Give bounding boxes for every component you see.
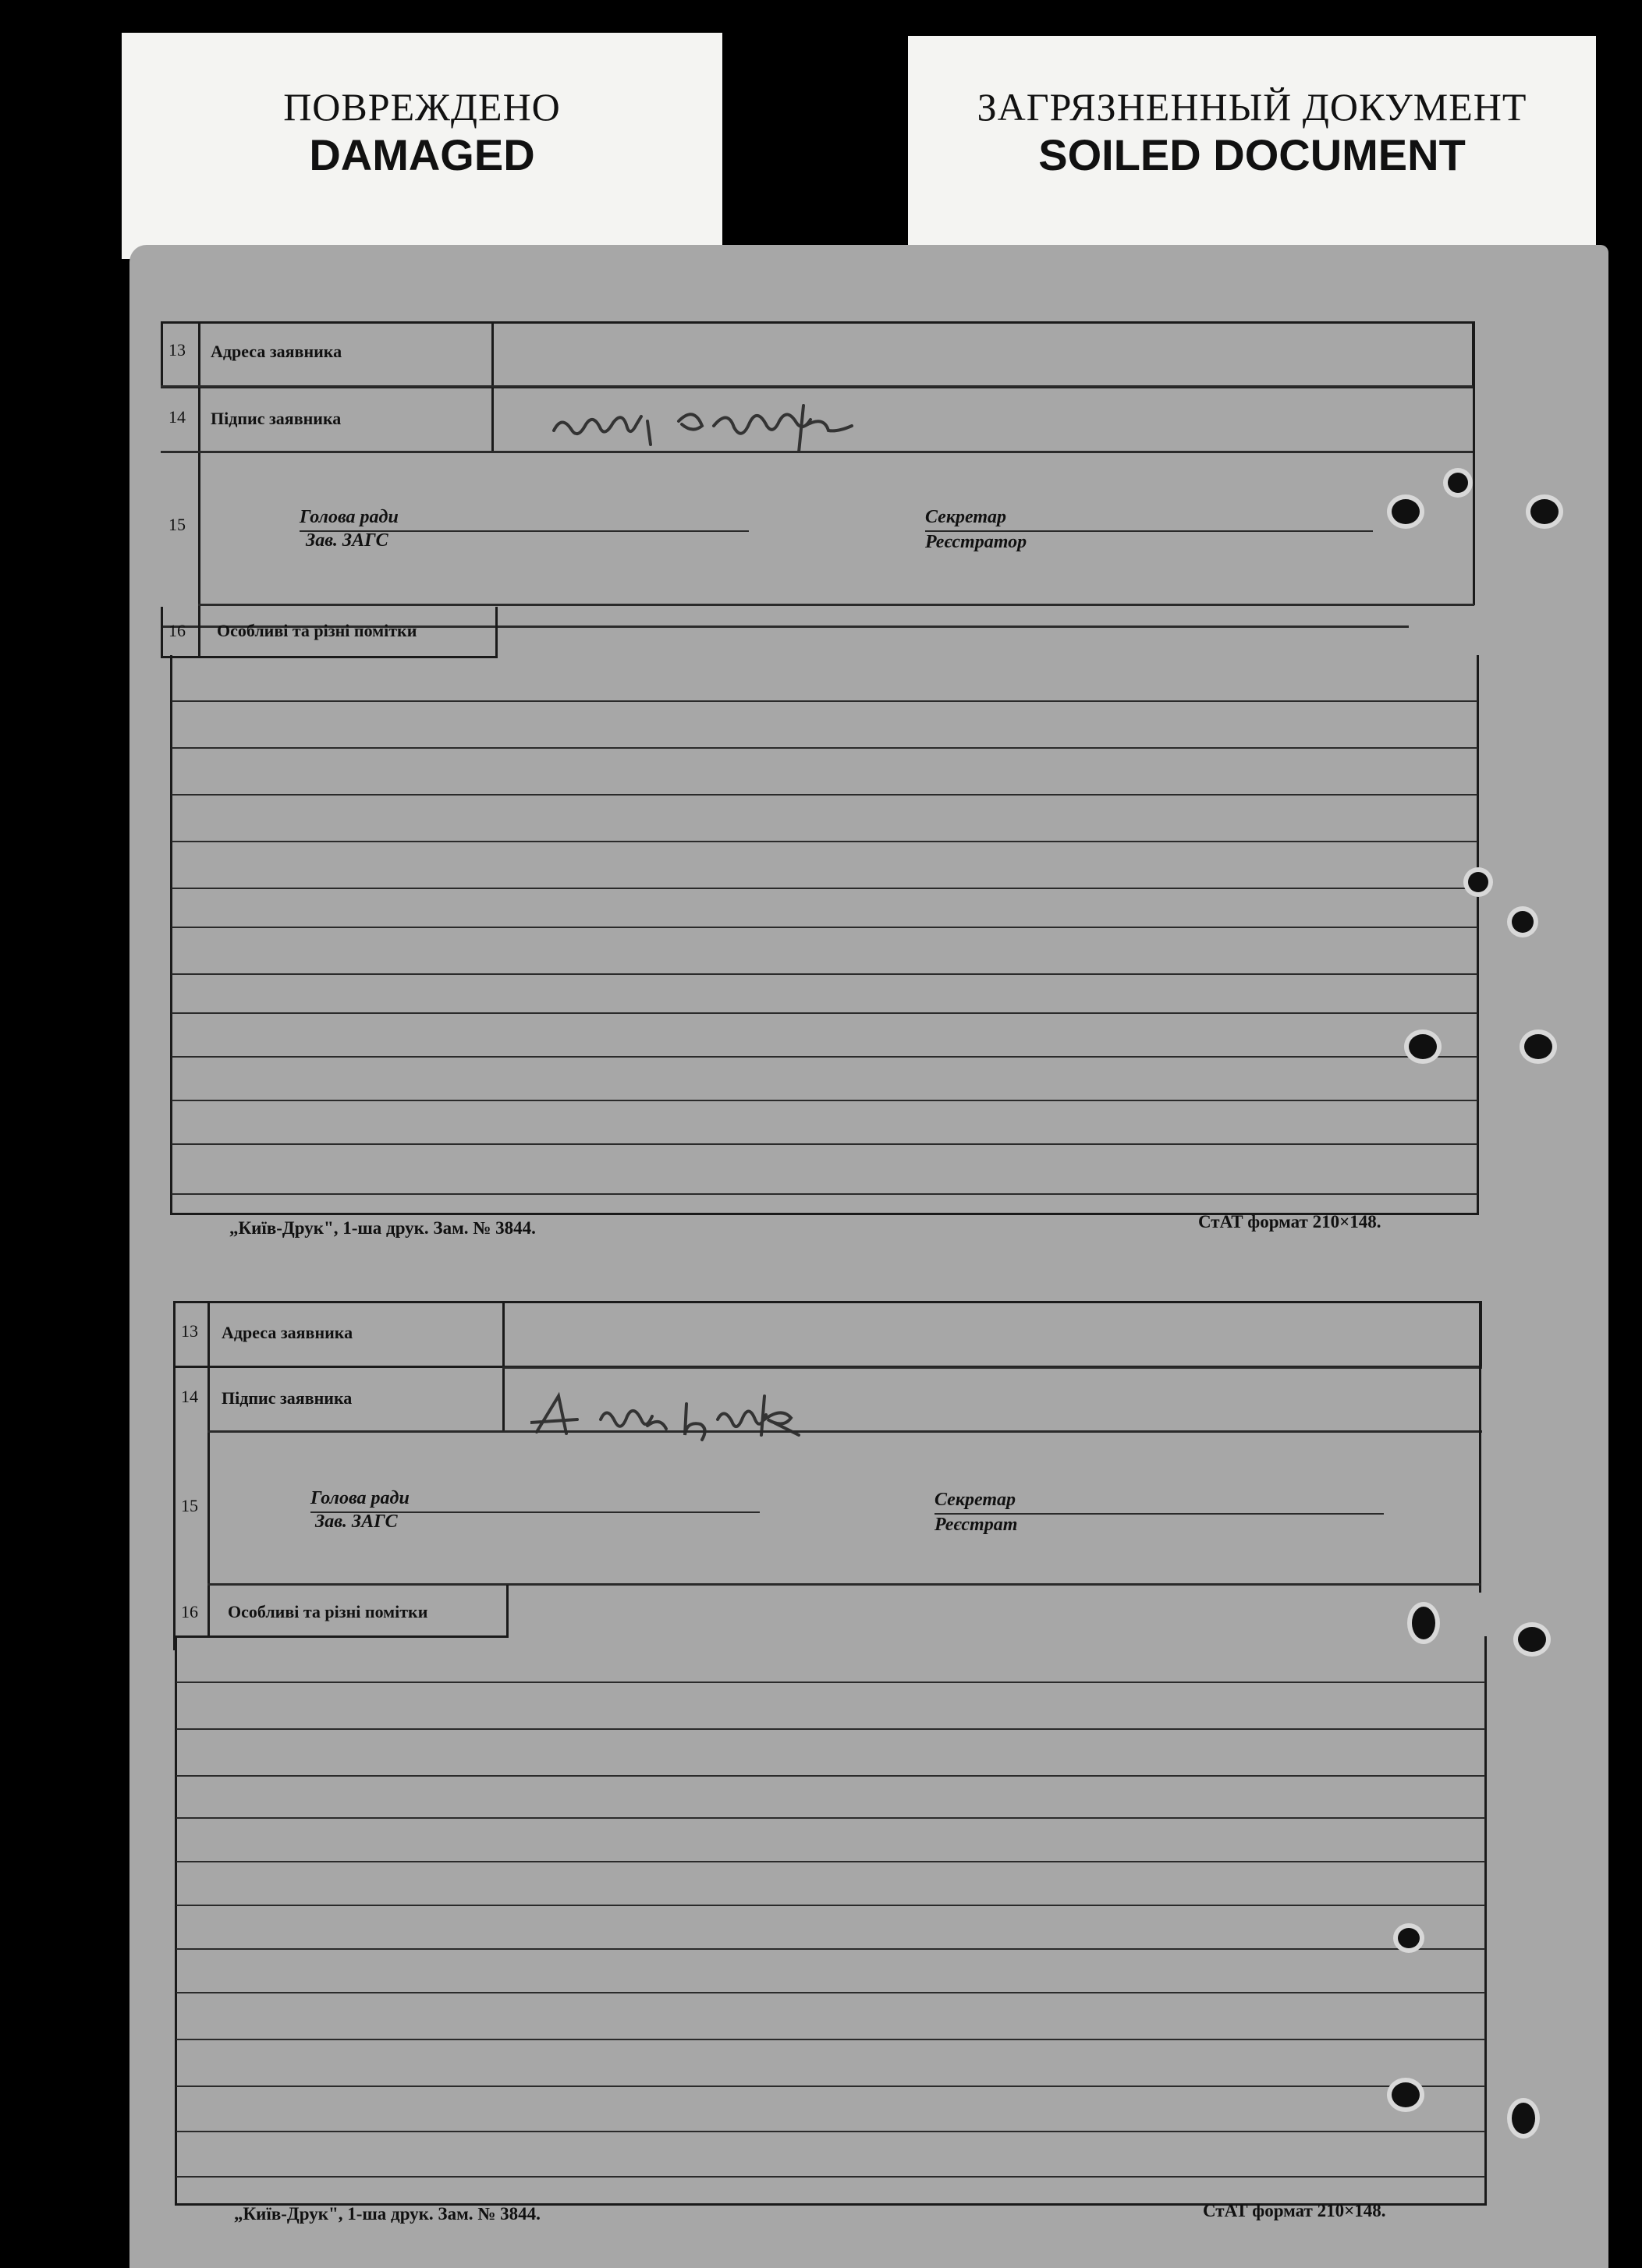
- registrar-label: Реєстрат: [934, 1515, 1018, 1535]
- punch-hole: [1512, 2103, 1535, 2134]
- special-notes-label: Особливі та різні помітки: [217, 621, 417, 640]
- row-divider: [161, 385, 1474, 388]
- row-divider: [207, 1430, 1482, 1433]
- ruled-line: [172, 1056, 1477, 1058]
- ruled-line: [176, 2176, 1485, 2178]
- row-number: 15: [181, 1496, 198, 1515]
- ruled-line: [172, 1193, 1477, 1195]
- soiled-label-en: SOILED DOCUMENT: [1038, 130, 1466, 179]
- row-divider: [198, 604, 1474, 606]
- row-divider: [161, 451, 1474, 453]
- ruled-line: [172, 973, 1477, 975]
- applicant-address-label: Адреса заявника: [222, 1323, 353, 1342]
- number-column-divider: [198, 607, 200, 657]
- damaged-label: [122, 33, 722, 259]
- right-border: [1479, 1301, 1481, 1593]
- punch-hole: [1409, 1034, 1437, 1059]
- ruled-line: [176, 1948, 1485, 1950]
- format-imprint: СтАТ формат 210×148.: [1203, 2201, 1386, 2220]
- applicant-address-label: Адреса заявника: [211, 342, 342, 361]
- applicant-signature-top: [546, 390, 936, 452]
- notes-area-top: [170, 655, 1479, 1215]
- notes-area-bottom: [175, 1636, 1487, 2206]
- ruled-line: [176, 2085, 1485, 2087]
- ruled-line: [172, 700, 1477, 702]
- soiled-label-ru: ЗАГРЯЗНЕННЫЙ ДОКУМЕНТ: [977, 85, 1527, 129]
- ruled-line: [172, 1012, 1477, 1014]
- punch-hole: [1512, 911, 1534, 933]
- soiled-document-label: [908, 36, 1596, 264]
- ruled-line: [172, 1100, 1477, 1101]
- secretary-label: Секретар: [934, 1490, 1016, 1510]
- row-13-bottom: [173, 1301, 1482, 1368]
- punch-hole: [1530, 499, 1559, 524]
- ruled-line: [172, 841, 1477, 842]
- row-divider: [502, 1366, 1482, 1369]
- right-border: [1473, 321, 1475, 605]
- row-13-top: [161, 321, 1474, 388]
- printer-imprint: „Київ-Друк", 1-ша друк. Зам. № 3844.: [229, 1218, 536, 1238]
- row-number: 15: [168, 515, 186, 534]
- registrar-label: Реєстратор: [925, 532, 1027, 552]
- row-number: 13: [181, 1321, 198, 1341]
- punch-hole: [1392, 2082, 1420, 2107]
- punch-hole: [1448, 473, 1468, 493]
- ruled-line: [176, 1992, 1485, 1993]
- zags-head-label: Зав. ЗАГС: [306, 530, 388, 551]
- ruled-line: [172, 888, 1477, 889]
- ruled-line: [176, 1728, 1485, 1730]
- punch-hole: [1412, 1607, 1435, 1639]
- special-notes-label: Особливі та різні помітки: [228, 1602, 428, 1621]
- punch-hole: [1398, 1928, 1420, 1948]
- ruled-line: [172, 747, 1477, 749]
- row-number: 13: [168, 340, 186, 360]
- row-number: 14: [181, 1387, 198, 1406]
- ruled-line: [176, 2131, 1485, 2132]
- ruled-line: [176, 1905, 1485, 1906]
- council-head-label: Голова ради: [300, 507, 399, 527]
- ruled-line: [176, 1775, 1485, 1777]
- row-number: 16: [168, 621, 186, 640]
- applicant-signature-label: Підпис заявника: [211, 409, 342, 428]
- applicant-signature-bottom: [530, 1388, 858, 1443]
- zags-head-label: Зав. ЗАГС: [315, 1511, 398, 1532]
- punch-hole: [1468, 872, 1488, 892]
- applicant-signature-label: Підпис заявника: [222, 1388, 353, 1408]
- row-number: 16: [181, 1602, 198, 1621]
- punch-hole: [1392, 499, 1420, 524]
- number-column-divider: [198, 321, 200, 627]
- damaged-label-en: DAMAGED: [309, 130, 535, 179]
- printer-imprint: „Київ-Друк", 1-ша друк. Зам. № 3844.: [234, 2204, 541, 2224]
- ruled-line: [176, 2039, 1485, 2040]
- format-imprint: СтАТ формат 210×148.: [1198, 1212, 1381, 1231]
- punch-hole: [1518, 1627, 1546, 1652]
- damaged-label-ru: ПОВРЕЖДЕНО: [283, 85, 561, 129]
- ruled-line: [176, 1861, 1485, 1862]
- secretary-label: Секретар: [925, 507, 1006, 527]
- council-head-label: Голова ради: [310, 1488, 410, 1508]
- ruled-line: [172, 927, 1477, 928]
- punch-hole: [1524, 1034, 1552, 1059]
- row-number: 14: [168, 407, 186, 427]
- ruled-line: [176, 1682, 1485, 1683]
- ruled-line: [172, 1143, 1477, 1145]
- ruled-line: [176, 1817, 1485, 1819]
- ruled-line: [172, 794, 1477, 796]
